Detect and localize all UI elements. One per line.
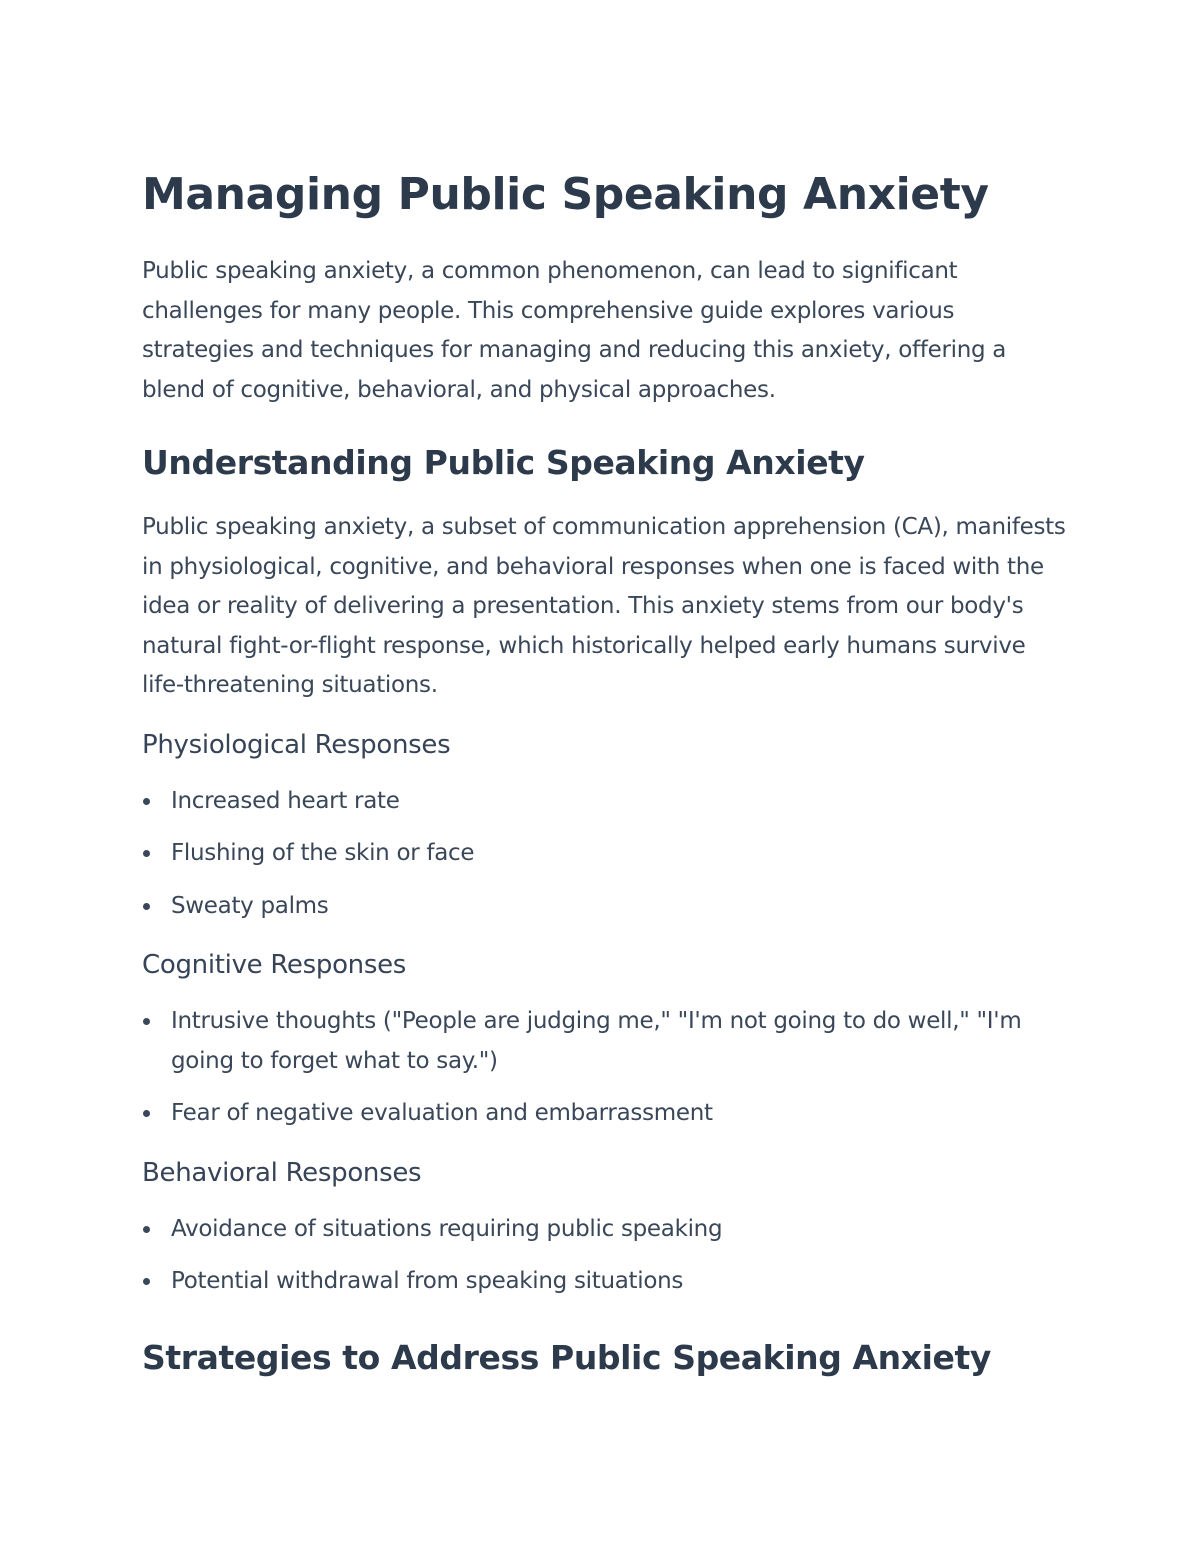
document-title: Managing Public Speaking Anxiety xyxy=(142,169,989,220)
subsection-heading-cognitive: Cognitive Responses xyxy=(142,950,407,980)
intro-paragraph: Public speaking anxiety, a common phenomenon, can lead to significant challenges for many people. This comprehensive guide explores various strategies and techniques for managing and reducing this anxiety, offering a blend of cognitive, behavioral, and physical approaches. xyxy=(142,258,1007,403)
subsection-heading-behavioral: Behavioral Responses xyxy=(142,1157,422,1188)
physiological-list xyxy=(142,782,1072,927)
document-page xyxy=(142,165,1072,1382)
list-item: Intrusive thoughts ("People are judging me," "I'm not going to do well," "I'm going to forget what to say.") xyxy=(142,1002,1072,1081)
list-item: Avoidance of situations requiring public speaking xyxy=(142,1210,1072,1250)
section-heading-understanding: Understanding Public Speaking Anxiety xyxy=(142,443,865,482)
behavioral-list xyxy=(142,1210,1072,1302)
subsection-heading-physiological: Physiological Responses xyxy=(142,729,451,760)
section-paragraph-understanding: Public speaking anxiety, a subset of communication apprehension (CA), manifests in physiological, cognitive, and behavioral responses when one is faced with the idea or reality of delivering a presentation. This anxiety stems from our body's natural fight-or-flight response, which historically helped early humans survive life-threatening situations. xyxy=(142,514,1066,698)
list-item: Fear of negative evaluation and embarrassment xyxy=(142,1094,1072,1134)
cognitive-list xyxy=(142,1002,1072,1134)
section-heading-strategies: Strategies to Address Public Speaking Anxiety xyxy=(142,1337,992,1377)
list-item: Sweaty palms xyxy=(142,887,1072,927)
list-item: Increased heart rate xyxy=(142,782,1072,822)
list-item: Potential withdrawal from speaking situations xyxy=(142,1262,1072,1302)
list-item: Flushing of the skin or face xyxy=(142,834,1072,874)
